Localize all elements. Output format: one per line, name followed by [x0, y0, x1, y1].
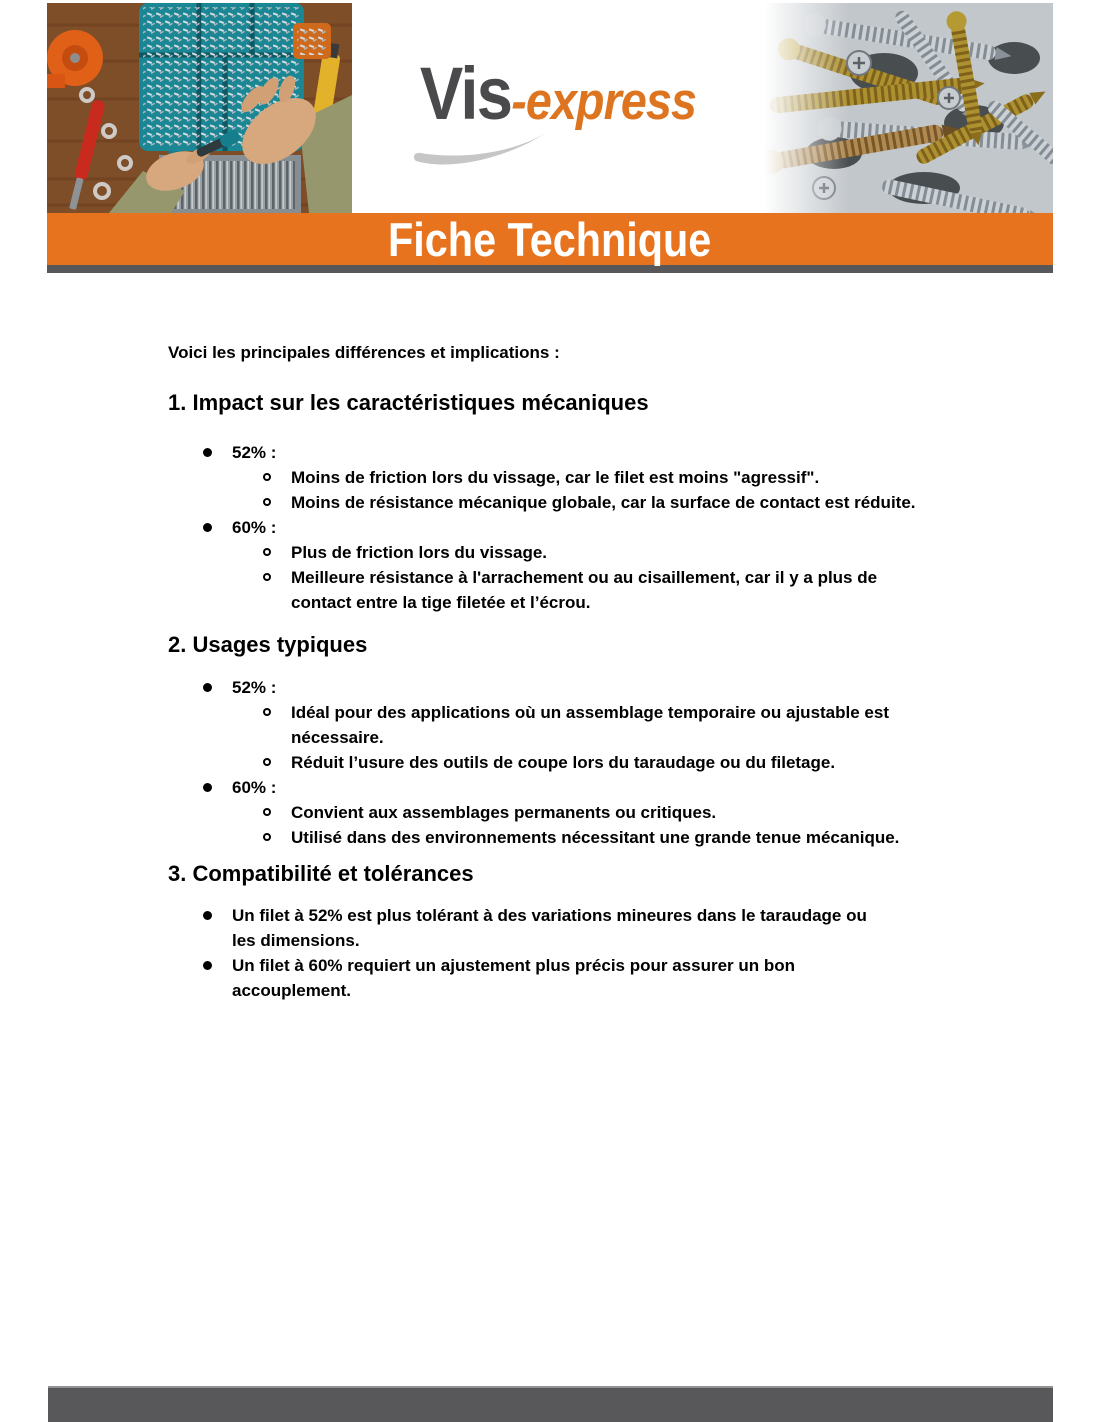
brand-logo [420, 51, 696, 136]
list-subitem [168, 465, 948, 490]
workbench-photo [47, 3, 352, 213]
section-heading-2: 2. Usages typiques [168, 632, 368, 657]
screws-photo-illustration [764, 3, 1053, 213]
list-subitem-text: Plus de friction lors du vissage. [291, 543, 548, 562]
circle-bullet-icon [263, 708, 271, 716]
list-subitem-text: Moins de friction lors du vissage, car le filet est moins "agressif". [291, 468, 820, 487]
list-item-label: 52% : [232, 678, 277, 697]
list-item [168, 440, 948, 465]
section-heading-3: 3. Compatibilité et tolérances [168, 861, 474, 886]
list-item-label: 60% : [232, 778, 277, 797]
logo-swoosh-icon [410, 131, 550, 171]
list-subitem [168, 490, 948, 515]
circle-bullet-icon [263, 548, 271, 556]
header-photos [47, 3, 1053, 213]
circle-bullet-icon [263, 808, 271, 816]
list-subitem-text: Moins de résistance mécanique globale, car la surface de contact est réduite. [291, 493, 916, 512]
section-heading-1: 1. Impact sur les caractéristiques mécaniques [168, 390, 649, 415]
list-subitem-text: Meilleure résistance à l'arrachement ou au cisaillement, car il y a plus de contact entre la tige filetée et l’écrou. [291, 568, 878, 612]
bullet-list-3 [168, 903, 948, 1003]
list-subitem-text: Utilisé dans des environnements nécessitant une grande tenue mécanique. [291, 828, 900, 847]
list-item [168, 515, 948, 540]
bullet-list-2 [168, 675, 948, 850]
brand-logo-text-secondary: -express [511, 72, 697, 131]
list-subitem [168, 565, 948, 615]
small-parts-box [293, 23, 331, 59]
bullet-icon [203, 783, 212, 792]
bullet-icon [203, 683, 212, 692]
list-subitem [168, 750, 948, 775]
circle-bullet-icon [263, 498, 271, 506]
bullet-icon [203, 523, 212, 532]
bullet-icon [203, 448, 212, 457]
list-item [168, 903, 948, 953]
list-item-label: 60% : [232, 518, 277, 537]
workbench-photo-illustration [47, 3, 352, 213]
header [47, 3, 1053, 273]
bullet-icon [203, 911, 212, 920]
list-item-label: 52% : [232, 443, 277, 462]
list-subitem [168, 825, 948, 850]
circle-bullet-icon [263, 573, 271, 581]
list-subitem-text: Idéal pour des applications où un assemblage temporaire ou ajustable est nécessaire. [291, 703, 889, 747]
bullet-list-1 [168, 440, 948, 615]
circle-bullet-icon [263, 473, 271, 481]
footer-bar [48, 1386, 1053, 1422]
banner-title: Fiche Technique [388, 212, 712, 266]
list-item [168, 675, 948, 700]
list-subitem [168, 800, 948, 825]
banner [47, 213, 1053, 265]
screws-photo [764, 3, 1053, 213]
circle-bullet-icon [263, 758, 271, 766]
brand-logo-text-primary: Vis [419, 52, 512, 135]
list-subitem [168, 700, 948, 750]
list-subitem [168, 540, 948, 565]
list-item [168, 953, 948, 1003]
list-item [168, 775, 948, 800]
intro-text: Voici les principales différences et implications : [168, 343, 560, 362]
circle-bullet-icon [263, 833, 271, 841]
logo-area [352, 3, 764, 213]
list-subitem-text: Convient aux assemblages permanents ou critiques. [291, 803, 717, 822]
content [168, 340, 948, 1003]
bullet-icon [203, 961, 212, 970]
list-subitem-text: Réduit l’usure des outils de coupe lors du taraudage ou du filetage. [291, 753, 836, 772]
list-item-text: Un filet à 52% est plus tolérant à des variations mineures dans le taraudage ou les dimensions. [232, 906, 867, 950]
list-item-text: Un filet à 60% requiert un ajustement plus précis pour assurer un bon accouplement. [232, 956, 796, 1000]
